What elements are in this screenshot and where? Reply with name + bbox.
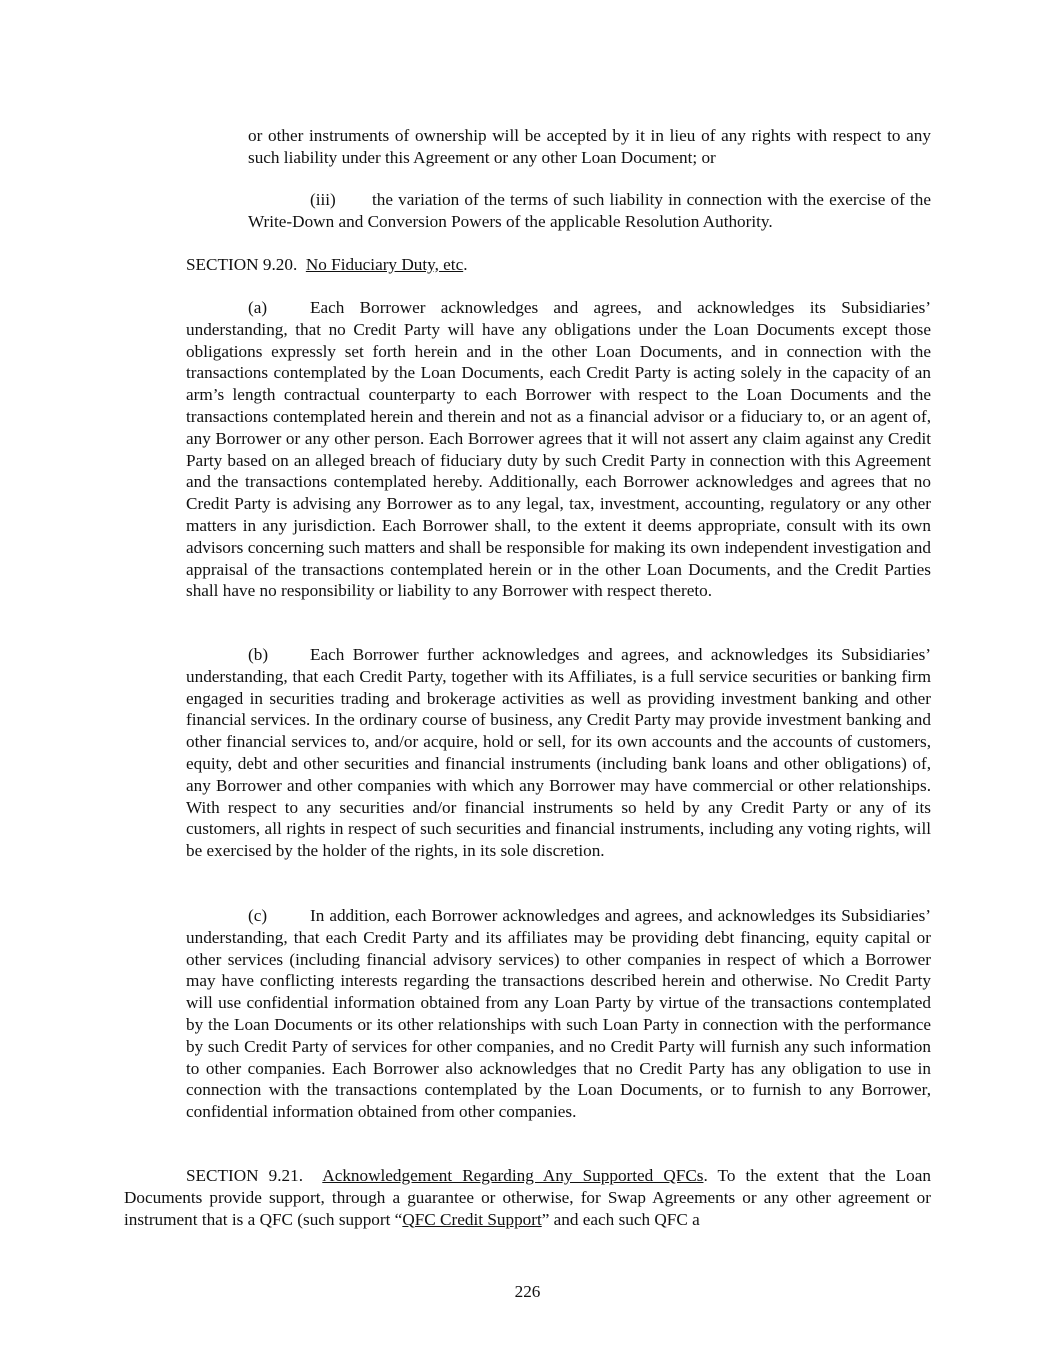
section-9-21-text-2: ” and each such QFC a (541, 1209, 700, 1229)
section-9-21-title: Acknowledgement Regarding Any Supported QFCs (322, 1166, 704, 1185)
section-9-21-number: SECTION 9.21. (186, 1166, 304, 1185)
section-9-20-heading (186, 254, 931, 276)
section-9-21-paragraph (124, 1165, 931, 1230)
item-iii-marker: (iii) (310, 190, 336, 209)
para-c-text: In addition, each Borrower acknowledges and agrees, and acknowledges its Subsidiaries’ understanding, that each Credit Party and its affiliates may be providing debt financing, equity capital or other services (including financial advisory services) to other companies in respect of which a Borrower may have conflicting interests regarding the transactions described herein and otherwise. No Credit Party will use confidential information obtained from any Loan Party by virtue of the transactions contemplated by the Loan Documents or its other relationships with such Loan Party in connection with the performance by such Credit Party of services for other companies, and no Credit Party will furnish any such information to other companies. Each Borrower also acknowledges that no Credit Party has any obligation to use in connection with the transactions contemplated by the Loan Documents, or to furnish to any Borrower, confidential information obtained from other companies. (186, 906, 931, 1122)
para-b-marker: (b) (248, 645, 269, 664)
section-9-21-text-1: . To the extent that the Loan Documents provide support, through a guarantee or otherwise, for Swap Agreements or any other agreement or instrument that is a QFC (such support “ (124, 1166, 931, 1229)
para-a-text: Each Borrower acknowledges and agrees, and acknowledges its Subsidiaries’ understanding, that no Credit Party will have any obligations under the Loan Documents except those obligations expressly set forth herein and in the other Loan Documents, and in connection with the transactions contemplated by the Loan Documents, each Credit Party is acting solely in the capacity of an arm’s length contractual counterparty to each Borrower with respect to the Loan Documents and the transactions contemplated herein and therein and not as a financial advisor or a fiduciary to, or an agent of, any Borrower or any other person. Each Borrower agrees that it will not assert any claim against any Credit Party based on an alleged breach of fiduciary duty by such Credit Party in connection with this Agreement and the transactions contemplated hereby. Additionally, each Borrower acknowledges and agrees that no Credit Party is advising any Borrower as to any legal, tax, investment, accounting, regulatory or any other matters in any jurisdiction. Each Borrower shall, to the extent it deems appropriate, consult with its own advisors concerning such matters and shall be responsible for making its own independent investigation and appraisal of the transactions contemplated herein or in the other Loan Documents, and the Credit Parties shall have no responsibility or liability to any Borrower with respect thereto. (186, 298, 931, 601)
section-9-20-para-c (186, 905, 931, 1123)
qfc-credit-support-term: QFC Credit Support (402, 1209, 542, 1229)
item-iii-text: the variation of the terms of such liability in connection with the exercise of the Write-Down and Conversion Powers of the applicable Resolution Authority. (248, 190, 931, 231)
continuation-paragraph (248, 125, 931, 169)
section-9-20-number: SECTION 9.20. (186, 255, 298, 274)
section-9-20-title-end: . (463, 255, 468, 274)
section-9-20-para-a (186, 297, 931, 602)
continuation-text: or other instruments of ownership will be accepted by it in lieu of any rights with respect to any such liability under this Agreement or any other Loan Document; or (248, 126, 931, 167)
section-9-20-title: No Fiduciary Duty, etc (305, 255, 464, 274)
para-a-marker: (a) (248, 298, 268, 317)
para-b-text: Each Borrower further acknowledges and agrees, and acknowledges its Subsidiaries’ understanding, that each Credit Party, together with its Affiliates, is a full service securities or banking firm engaged in securities trading and brokerage activities as well as providing investment banking and other financial services. In the ordinary course of business, any Credit Party may provide investment banking and other financial services to, and/or acquire, hold or sell, for its own accounts and the accounts of customers, equity, debt and other securities and financial instruments (including bank loans and other obligations) of, any Borrower and other companies with which any Borrower may have commercial or other relationships. With respect to any securities and/or financial instruments so held by any Credit Party or any of its customers, all rights in respect of such securities and financial instruments, including any voting rights, will be exercised by the holder of the rights, in its sole discretion. (186, 645, 931, 861)
section-9-20-para-b (186, 644, 931, 862)
page-number: 226 (514, 1282, 541, 1301)
item-iii-paragraph (248, 189, 931, 233)
para-c-marker: (c) (248, 906, 268, 925)
